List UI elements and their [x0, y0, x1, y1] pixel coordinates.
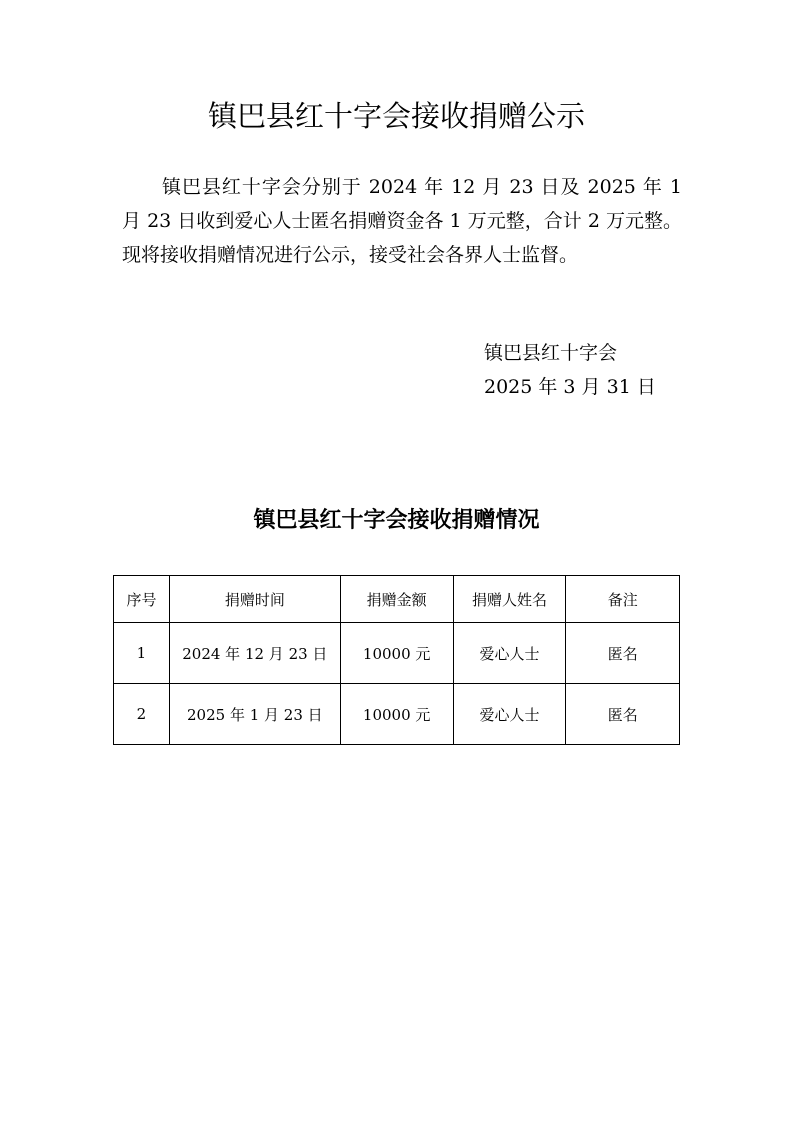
- cell-serial-number: 1: [114, 623, 170, 684]
- signature-date: 2025 年 3 月 31 日: [484, 376, 656, 398]
- table-header-row: [114, 576, 680, 623]
- header-donor-name: 捐赠人姓名: [453, 576, 566, 623]
- cell-serial-number: 2: [114, 684, 170, 745]
- signature-organization: 镇巴县红十字会: [484, 342, 618, 364]
- notice-body: 镇巴县红十字会分别于 2024 年 12 月 23 日及 2025 年 1 月 23 日收到爱心人士匿名捐赠资金各 1 万元整，合计 2 万元整。现将接收捐赠情况进行公示，接受社会各界人士监督。: [122, 176, 682, 266]
- header-serial-number: 序号: [114, 576, 170, 623]
- notice-title: 镇巴县红十字会接收捐赠公示: [207, 99, 585, 133]
- table-title: 镇巴县红十字会接收捐赠情况: [253, 508, 540, 533]
- cell-donation-amount: 10000 元: [340, 623, 453, 684]
- cell-remarks: 匿名: [566, 623, 680, 684]
- cell-donation-date: 2025 年 1 月 23 日: [169, 684, 340, 745]
- table-row: [114, 684, 680, 745]
- cell-remarks: 匿名: [566, 684, 680, 745]
- donation-table: [113, 575, 680, 745]
- cell-donor-name: 爱心人士: [453, 623, 566, 684]
- cell-donor-name: 爱心人士: [453, 684, 566, 745]
- cell-donation-amount: 10000 元: [340, 684, 453, 745]
- header-remarks: 备注: [566, 576, 680, 623]
- cell-donation-date: 2024 年 12 月 23 日: [169, 623, 340, 684]
- table-row: [114, 623, 680, 684]
- header-donation-date: 捐赠时间: [169, 576, 340, 623]
- header-donation-amount: 捐赠金额: [340, 576, 453, 623]
- signature-block: [484, 336, 656, 404]
